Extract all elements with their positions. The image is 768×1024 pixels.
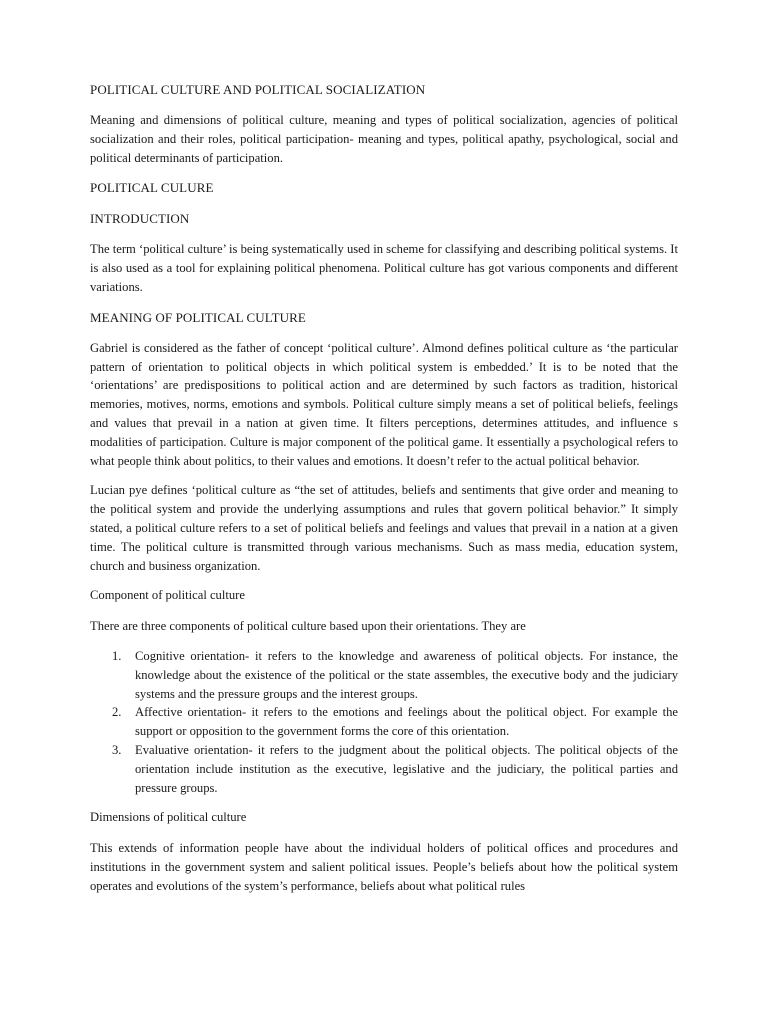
dimensions-paragraph: This extends of information people have about the individual holders of political offices and procedures and institutions in the government system and salient political issues. People’s beliefs about how the political system operates and evolutions of the system’s performance, beliefs about what political rules <box>90 841 678 893</box>
introduction-paragraph: The term ‘political culture’ is being systematically used in scheme for classifying and describing political systems. It is also used as a tool for explaining political phenomena. Political culture has got various components and different variations. <box>90 242 678 294</box>
section-heading-political-culture: POLITICAL CULURE <box>90 180 214 196</box>
list-item <box>90 647 678 703</box>
section-heading-meaning: MEANING OF POLITICAL CULTURE <box>90 309 306 325</box>
list-item-text: Cognitive orientation- it refers to the knowledge and awareness of political objects. For instance, the knowledge about the existence of the political or the state assembles, the executive body and the judiciary systems and the pressure groups and the interest groups. <box>135 648 678 701</box>
list-item-text: Evaluative orientation- it refers to the judgment about the political objects. The political objects of the orientation include institution as the executive, legislative and the judiciary, the political parties and pressure groups. <box>135 742 678 795</box>
components-list <box>90 647 678 797</box>
meaning-paragraph-1: Gabriel is considered as the father of concept ‘political culture’. Almond defines political culture as ‘the particular pattern of orientation to political objects in which political system is embedded.’ It is to be noted that the ‘orientations’ are predispositions to political action and are determined by such factors as tradition, historical memories, motives, norms, emotions and symbols. Political culture simply means a set of political beliefs, feelings and values that prevail in a nation at given time. It filters perceptions, determines attitudes, and influence s modalities of participation. Culture is major component of the political game. It essentially a psychological refers to what people think about politics, to their values and emotions. It doesn’t refer to the actual political behavior. <box>90 340 678 468</box>
section-heading-dimensions: Dimensions of political culture <box>90 810 247 825</box>
list-number: 1. <box>112 648 122 663</box>
list-item <box>90 703 678 741</box>
list-number: 3. <box>112 742 122 757</box>
section-heading-introduction: INTRODUCTION <box>90 211 190 227</box>
component-intro-paragraph: There are three components of political culture based upon their orientations. They are <box>90 619 526 634</box>
list-item <box>90 741 678 797</box>
document-page <box>90 80 678 907</box>
meaning-paragraph-2: Lucian pye defines ‘political culture as “the set of attitudes, beliefs and sentiments that give order and meaning to the political system and provide the underlying assumptions and rules that govern political behavior.” It simply stated, a political culture refers to a set of political beliefs and feelings and values that prevail in a nation at a given time. The political culture is transmitted through various mechanisms. Such as mass media, education system, church and business organization. <box>90 483 678 573</box>
list-number: 2. <box>112 705 122 720</box>
section-heading-component: Component of political culture <box>90 588 245 603</box>
list-item-text: Affective orientation- it refers to the emotions and feelings about the political object. For example the support or opposition to the government forms the core of this orientation. <box>135 705 678 739</box>
document-title: POLITICAL CULTURE AND POLITICAL SOCIALIZATION <box>90 82 426 97</box>
intro-paragraph: Meaning and dimensions of political culture, meaning and types of political socialization, agencies of political socialization and their roles, political participation- meaning and types, political apathy, psychological, social and political determinants of participation. <box>90 113 678 165</box>
